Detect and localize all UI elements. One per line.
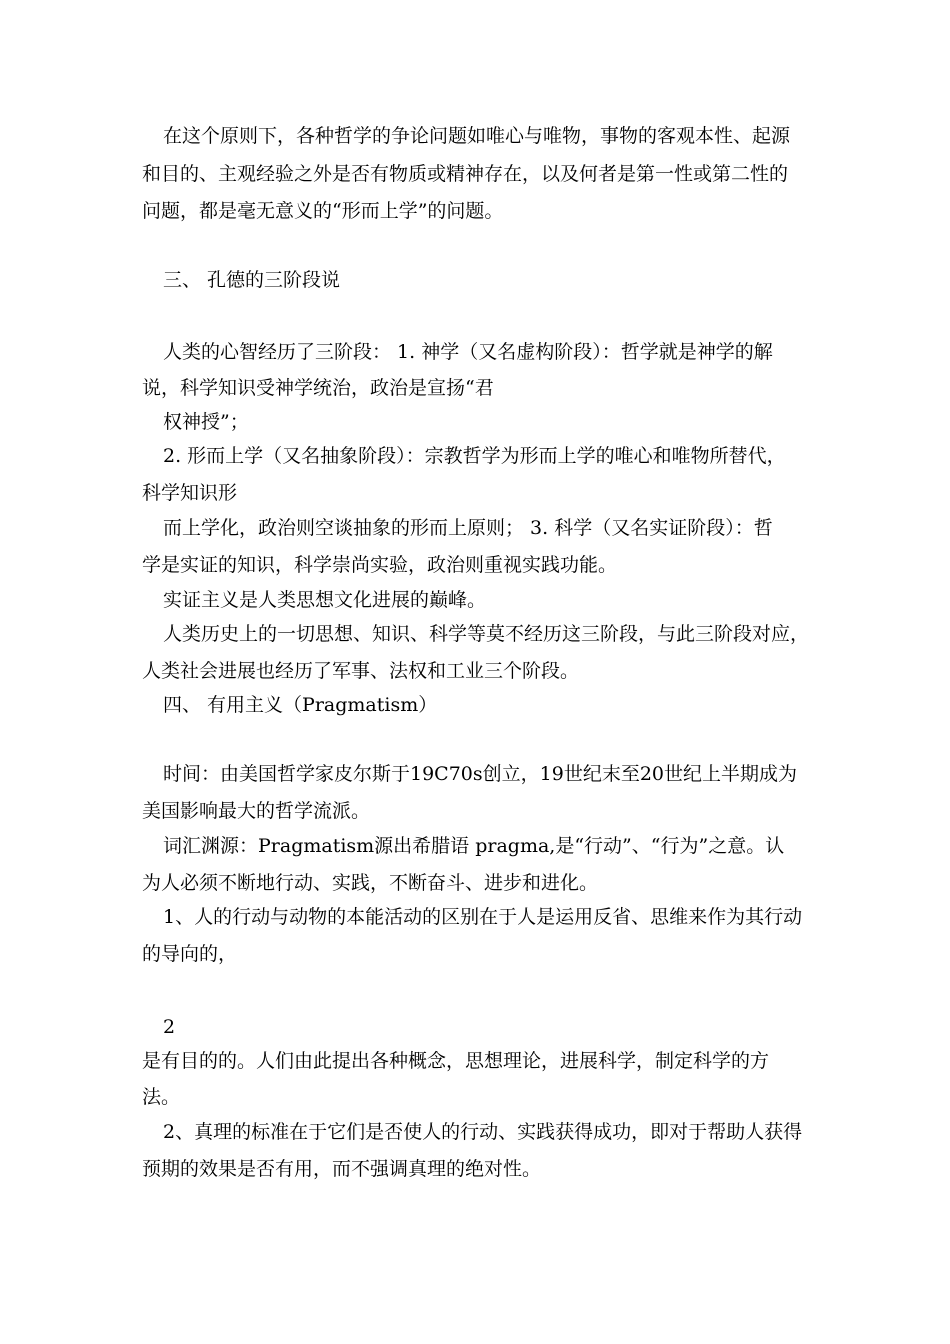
section-heading: 三、 孔德的三阶段说: [163, 269, 341, 291]
text-line: 为人必须不断地行动、实践，不断奋斗、进步和进化。: [142, 872, 599, 894]
text-line: 预期的效果是否有用，而不强调真理的绝对性。: [142, 1158, 542, 1180]
text-line: 2、真理的标准在于它们是否使人的行动、实践获得成功，即对于帮助人获得: [163, 1121, 803, 1143]
text-line: 科学知识形: [142, 482, 238, 504]
text-line: 词汇渊源：Pragmatism源出希腊语 pragma,是“行动”、“行为”之意。认: [163, 835, 785, 857]
text-line: 说，科学知识受神学统治，政治是宣扬“君: [142, 377, 494, 399]
text-line: 人类的心智经历了三阶段： 1. 神学（又名虚构阶段）：哲学就是神学的解: [163, 341, 773, 363]
text-line: 人类历史上的一切思想、知识、科学等莫不经历这三阶段，与此三阶段对应，: [163, 623, 810, 645]
text-line: 在这个原则下，各种哲学的争论问题如唯心与唯物，事物的客观本性、起源: [163, 125, 791, 147]
text-line: 的导向的，: [142, 943, 238, 965]
text-line: 2. 形而上学（又名抽象阶段）：宗教哲学为形而上学的唯心和唯物所替代，: [163, 445, 786, 467]
text-line: 美国影响最大的哲学流派。: [142, 800, 371, 822]
text-line: 问题，都是毫无意义的“形而上学”的问题。: [142, 200, 504, 222]
section-heading: 四、 有用主义（Pragmatism）: [163, 694, 438, 716]
text-line: 是有目的的。人们由此提出各种概念，思想理论，进展科学，制定科学的方: [142, 1050, 770, 1072]
text-line: 时间：由美国哲学家皮尔斯于19C70s创立，19世纪末至20世纪上半期成为: [163, 763, 797, 785]
text-line: 学是实证的知识，科学崇尚实验，政治则重视实践功能。: [142, 554, 618, 576]
text-line: 和目的、主观经验之外是否有物质或精神存在，以及何者是第一性或第二性的: [142, 163, 789, 185]
text-line: 权神授”；: [163, 411, 249, 433]
text-line: 法。: [142, 1086, 181, 1108]
text-line: 实证主义是人类思想文化进展的巅峰。: [163, 589, 487, 611]
text-line: 1、人的行动与动物的本能活动的区别在于人是运用反省、思维来作为其行动: [163, 906, 803, 928]
text-line: 人类社会进展也经历了军事、法权和工业三个阶段。: [142, 660, 580, 682]
text-line: 而上学化，政治则空谈抽象的形而上原则； 3. 科学（又名实证阶段）：哲: [163, 517, 773, 539]
page-number: 2: [163, 1016, 176, 1038]
